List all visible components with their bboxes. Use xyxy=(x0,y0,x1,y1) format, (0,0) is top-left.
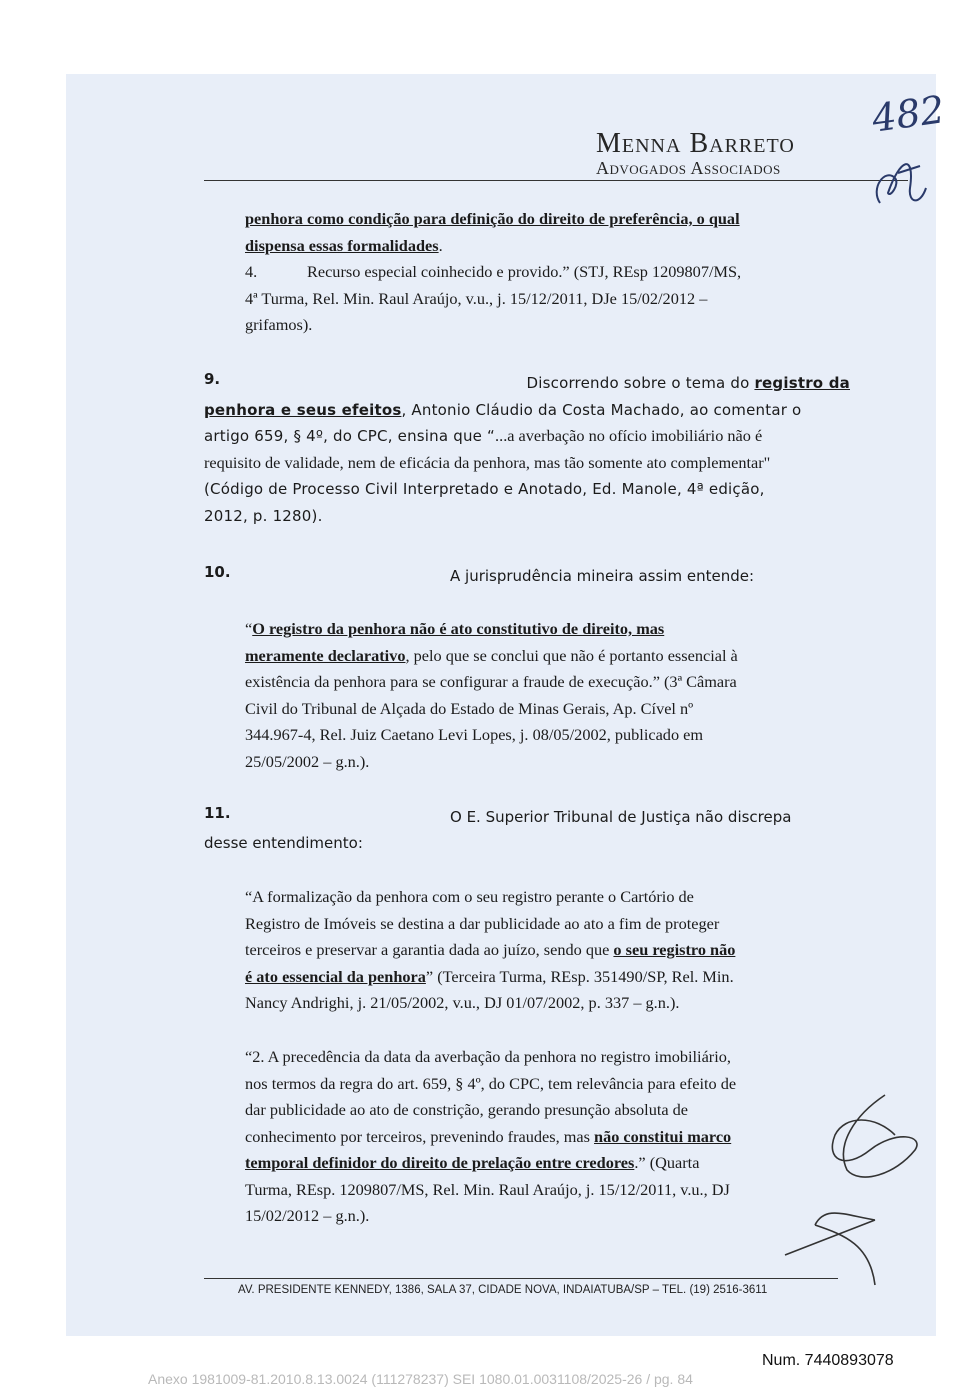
footer-rule xyxy=(204,1278,838,1279)
paragraph-9-number: 9. xyxy=(204,370,221,388)
firm-subtitle: Advogados Associados xyxy=(596,158,781,178)
qb-line5-rest: .” (Quarta xyxy=(634,1153,700,1172)
q10-underline-2: meramente declarativo xyxy=(245,645,406,665)
qa-line2: Registro de Imóveis se destina a dar publicidade ao ato a fim de proteger xyxy=(245,913,720,933)
header-rule xyxy=(204,180,908,181)
quote-stj-1 xyxy=(245,884,808,1017)
paragraph-10-number: 10. xyxy=(204,563,231,581)
q10-line6: 25/05/2002 – g.n.). xyxy=(245,751,370,771)
qb-line7: 15/02/2012 – g.n.). xyxy=(245,1206,370,1225)
quote-line-5: grifamos). xyxy=(245,315,313,334)
qb-line2: nos termos da regra do art. 659, § 4º, do CPC, tem relevância para efeito de xyxy=(245,1073,737,1093)
initials-signature xyxy=(860,148,940,218)
p9-line5: (Código de Processo Civil Interpretado e Anotado, Ed. Manole, 4ª edição, xyxy=(204,480,765,498)
q10-line2-rest: , pelo que se conclui que não é portanto essencial à xyxy=(405,645,738,665)
p9-line6: 2012, p. 1280). xyxy=(204,506,323,525)
qa-line5: Nancy Andrighi, j. 21/05/2002, v.u., DJ 01/07/2002, p. 337 – g.n.). xyxy=(245,993,680,1012)
q10-underline-1: O registro da penhora não é ato constitutivo de direito, mas xyxy=(252,619,665,638)
qa-line4-underline: é ato essencial da penhora xyxy=(245,966,426,986)
handwritten-page-number: 482 xyxy=(869,87,948,141)
quote-line-4: 4ª Turma, Rel. Min. Raul Araújo, v.u., j. 15/12/2011, DJe 15/02/2012 – xyxy=(245,288,708,308)
handwritten-signature-mark xyxy=(775,1075,925,1295)
qa-line3-underline: o seu registro não xyxy=(613,940,736,959)
quote-line-2-end: . xyxy=(438,235,443,255)
q10-line4: Civil do Tribunal de Alçada do Estado de Minas Gerais, Ap. Cível nº xyxy=(245,698,694,718)
qb-line4-underline: não constitui marco xyxy=(594,1126,732,1146)
qb-line3: dar publicidade ao ato de constrição, gerando presunção absoluta de xyxy=(245,1100,689,1119)
item-4-text: Recurso especial coinhecido e provido.” (STJ, REsp 1209807/MS, xyxy=(307,262,742,281)
quote-line-1: penhora como condição para definição do direito de preferência, o qual xyxy=(245,209,740,228)
quote-line-2: dispensa essas formalidades xyxy=(245,235,439,255)
quote-stj-2 xyxy=(245,1044,808,1230)
p9-line3b: ...a averbação no ofício imobiliário não é xyxy=(495,426,763,445)
item-4-number: 4. xyxy=(245,262,258,281)
qa-line3a: terceiros e preservar a garantia dada ao juízo, sendo que xyxy=(245,940,614,959)
p9-line3a: artigo 659, § 4º, do CPC, ensina que “ xyxy=(204,427,496,445)
paragraph-11-text: O E. Superior Tribunal de Justiça não discrepa xyxy=(450,808,792,826)
qb-line1: “2. A precedência da data da averbação da penhora no registro imobiliário, xyxy=(245,1047,731,1066)
qb-line4a: conhecimento por terceiros, prevenindo fraudes, mas xyxy=(245,1126,595,1146)
p9-lead: Discorrendo sobre o tema do xyxy=(526,374,755,392)
quote-minas xyxy=(245,616,808,775)
qa-line1: “A formalização da penhora com o seu registro perante o Cartório de xyxy=(245,887,694,906)
paragraph-9 xyxy=(204,370,850,529)
p9-line4: requisito de validade, nem de eficácia da penhora, mas tão somente ato complementar" xyxy=(204,452,771,472)
qa-line4-rest: ” (Terceira Turma, REsp. 351490/SP, Rel. Min. xyxy=(425,966,734,986)
q10-line3: existência da penhora para se configurar a fraude de execução.” (3ª Câmara xyxy=(245,672,737,691)
paragraph-11-text-2: desse entendimento: xyxy=(204,834,363,852)
document-number: Num. 7440893078 xyxy=(762,1352,894,1369)
anexo-stamp: Anexo 1981009-81.2010.8.13.0024 (111278237) SEI 1080.01.0031108/2025-26 / pg. 84 xyxy=(148,1371,693,1387)
qb-line6: Turma, REsp. 1209807/MS, Rel. Min. Raul Araújo, j. 15/12/2011, v.u., DJ xyxy=(245,1179,730,1199)
footer-address: AV. PRESIDENTE KENNEDY, 1386, SALA 37, CIDADE NOVA, INDAIATUBA/SP – TEL. (19) 2516-3611 xyxy=(238,1284,768,1296)
paragraph-11-number: 11. xyxy=(204,804,231,822)
p9-underline-2: penhora e seus efeitos xyxy=(204,400,402,419)
q10-open: “ xyxy=(245,619,253,638)
firm-name: Menna Barreto xyxy=(596,128,795,159)
p9-rest-1: , Antonio Cláudio da Costa Machado, ao comentar o xyxy=(401,400,802,419)
quote-continuation xyxy=(245,206,808,339)
qb-line5-underline: temporal definidor do direito de prelação entre credores xyxy=(245,1153,635,1172)
paragraph-10-text: A jurisprudência mineira assim entende: xyxy=(450,567,755,585)
q10-line5: 344.967-4, Rel. Juiz Caetano Levi Lopes, j. 08/05/2002, publicado em xyxy=(245,725,704,744)
p9-underline-1: registro da xyxy=(754,374,850,392)
